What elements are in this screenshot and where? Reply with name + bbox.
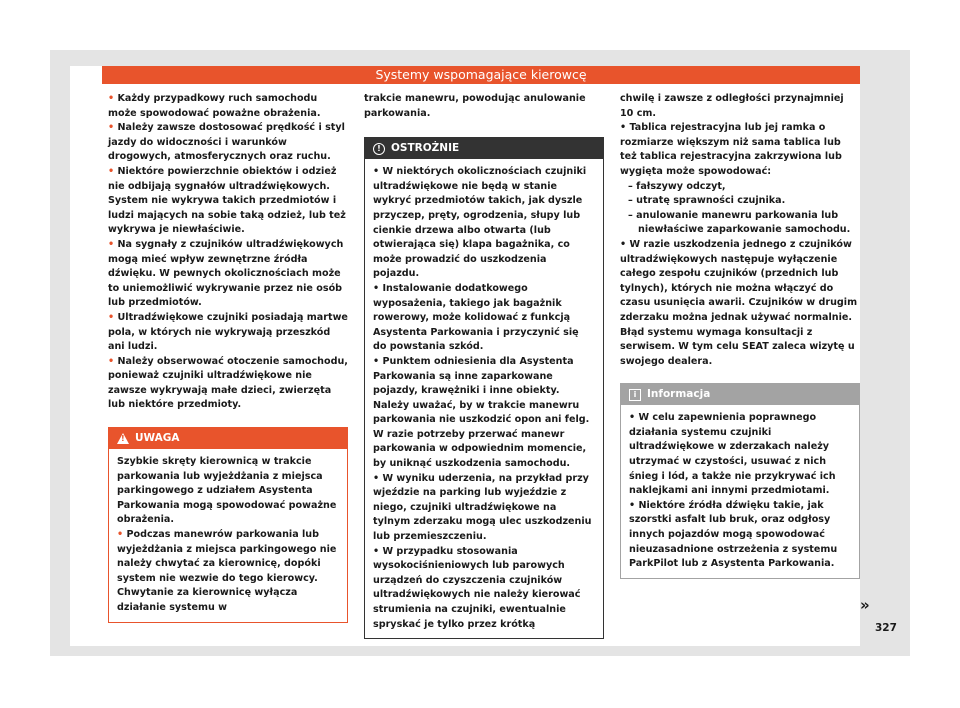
list-item: • W razie uszkodzenia jednego z czujników ultradźwiękowych następuje wyłączenie całego zespołu czujników (przednich lub tylnych), których nie można włączyć do czasu usunięcia awarii. Czujników w drugim zderzaku można jednak używać normalnie. Błąd systemu wymaga konsultacji z serwisem. W tym celu SEAT zaleca wizytę u swojego dealera. <box>620 238 858 367</box>
list-item: • W przypadku stosowania wysokociśnieniowych lub parowych urządzeń do czyszczenia czujników ultradźwiękowych nie należy kierować strumienia na czujniki, ewentualnie spryskać je tylko przez krótką <box>373 545 581 630</box>
list-item: • W celu zapewnienia poprawnego działania systemu czujniki ultradźwiękowe w zderzakach należy utrzymać w czystości, usuwać z nich śnieg i lód, a także nie przykrywać ich naklejkami ani innymi przedmiotami. <box>629 412 836 497</box>
list-item: • W wyniku uderzenia, na przykład przy wjeździe na parking lub wyjeździe z niego, czujniki ultradźwiękowe na tylnym zderzaku mogą ulec uszkodzeniu lub przemieszczeniu. <box>373 472 592 543</box>
info-icon: i <box>629 389 641 401</box>
info-box <box>620 383 860 579</box>
section-header: Systemy wspomagające kierowcę <box>102 66 860 84</box>
list-item: • Każdy przypadkowy ruch samochodu może spowodować poważne obrażenia. <box>108 93 321 119</box>
continue-arrow-icon: » <box>860 596 870 614</box>
list-item: • W niektórych okolicznościach czujniki ultradźwiękowe nie będą w stanie wykryć przedmiotów takich, jak dyszle przyczep, pręty, ogrodzenia, słupy lub cienkie drzewa albo otwarta (lub otwierająca się) klapa bagażnika, co może prowadzić do uszkodzenia pojazdu. <box>373 166 587 280</box>
list-item: • Ultradźwiękowe czujniki posiadają martwe pola, w których nie wykrywają przeszkód ani ludzi. <box>108 311 348 353</box>
list-item: • Należy zawsze dostosować prędkość i styl jazdy do widoczności i warunków drogowych, atmosferycznych oraz ruchu. <box>108 122 345 163</box>
list-item: • Instalowanie dodatkowego wyposażenia, takiego jak bagażnik rowerowy, może kolidować z funkcją Asystenta Parkowania i przyczynić się do powstania szkód. <box>373 282 579 353</box>
warning-box <box>108 427 348 623</box>
page-number: 327 <box>875 622 897 634</box>
warning-intro: Szybkie skręty kierownicą w trakcie parkowania lub wyjeżdżania z miejsca parkingowego z udziałem Asystenta Parkowania mogą spowodować poważne obrażenia. <box>117 456 337 526</box>
column-2 <box>364 92 604 639</box>
list-item: • Niektóre źródła dźwięku takie, jak szorstki asfalt lub bruk, oraz odgłosy innych pojazdów mogą spowodować nieuzasadnione ostrzeżenia z systemu ParkPilot lub z Asystenta Parkowania. <box>629 499 838 570</box>
column-1 <box>108 92 348 623</box>
caution-circle-icon: ! <box>373 143 385 155</box>
list-item: • Tablica rejestracyjna lub jej ramka o rozmiarze większym niż sama tablica lub też tablica rejestracyjna zakrzywiona lub wygięta może spowodować: <box>620 122 842 177</box>
caution-header: ! OSTROŻNIE <box>365 138 603 159</box>
list-item: • Punktem odniesienia dla Asystenta Parkowania są inne zaparkowane pojazdy, krawężniki i inne obiekty. Należy uważać, by w trakcie manewru parkowania nie uszkodzić opon ani felg. W razie potrzeby przerwać manewr parkowania w odpowiednim momencie, by uniknąć uszkodzenia samochodu. <box>373 355 590 470</box>
info-header: i Informacja <box>621 384 859 405</box>
list-item: • Na sygnały z czujników ultradźwiękowych mogą mieć wpływ zewnętrzne źródła dźwięku. W pewnych okolicznościach może to uniemożliwić wykrywanie przez nie osób lub przedmiotów. <box>108 238 344 309</box>
continuation-text: chwilę i zawsze z odległości przynajmniej 10 cm. <box>620 93 844 119</box>
warning-triangle-icon <box>117 433 129 444</box>
sub-list-item: – anulowanie manewru parkowania lub niewłaściwe zaparkowanie samochodu. <box>628 209 851 236</box>
list-item: • Należy obserwować otoczenie samochodu, ponieważ czujniki ultradźwiękowe nie zawsze wykrywają małe dzieci, zwierzęta lub niektóre przedmioty. <box>108 355 348 411</box>
list-item: • Niektóre powierzchnie obiektów i odzież nie odbijają sygnałów ultradźwiękowych. System nie wykrywa takich przedmiotów i ludzi mających na sobie taką odzież, lub też wykrywa je niewłaściwie. <box>108 165 346 236</box>
caution-box <box>364 137 604 639</box>
sub-list-item: – fałszywy odczyt, <box>628 180 726 192</box>
continuation-text: trakcie manewru, powodując anulowanie parkowania. <box>364 93 586 119</box>
sub-list-item: – utratę sprawności czujnika. <box>628 195 786 207</box>
column-3 <box>620 92 860 579</box>
warning-header: ! UWAGA <box>109 428 347 449</box>
list-item: • Podczas manewrów parkowania lub wyjeżdżania z miejsca parkingowego nie należy chwytać za kierownicę, dopóki system nie wezwie do tego kierowcy. Chwytanie za kierownicę wyłącza działanie systemu w <box>117 529 337 613</box>
